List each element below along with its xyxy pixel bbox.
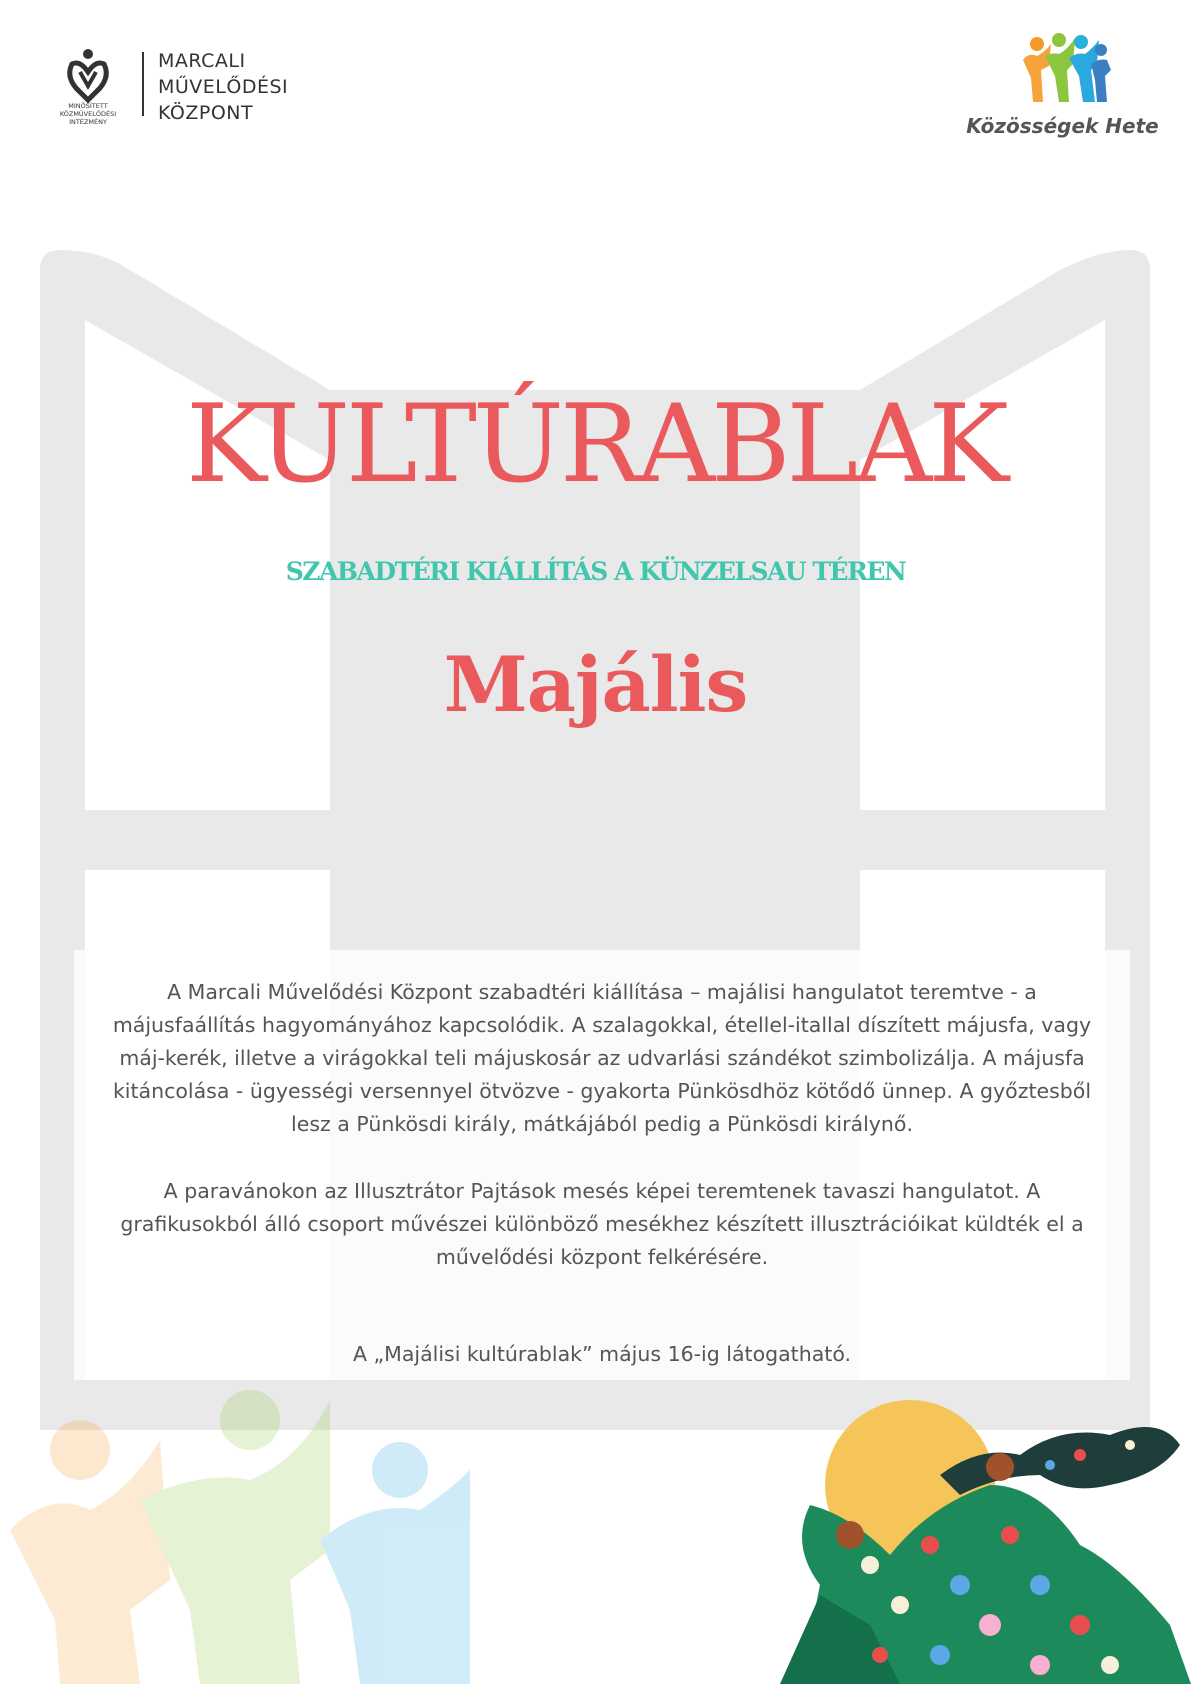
mmk-name-line-3: KÖZPONT	[158, 102, 254, 124]
page-title: KULTÚRABLAK	[186, 382, 1005, 507]
description-paragraph-2: A paravánokon az Illusztrátor Pajtások mesés képei teremtenek tavaszi hangulatot. A grafikusokból álló csoport művészei különböző mesékhez készített illusztrációikat küldték el a művelődési központ felkérésére.	[120, 1179, 1084, 1269]
kozossegek-hete-text: Közösségek Hete	[966, 114, 1159, 138]
description-box	[74, 950, 1130, 1380]
event-title: Majális	[443, 640, 748, 729]
tagline-line-1: MINŐSÍTETT	[68, 102, 108, 110]
mmk-name-line-2: MŰVELŐDÉSI	[158, 76, 289, 98]
page-subtitle: SZABADTÉRI KIÁLLÍTÁS A KÜNZELSAU TÉREN	[285, 557, 906, 586]
kozossegek-hete-logo[interactable]	[955, 30, 1170, 150]
community-people-icon	[1015, 30, 1115, 110]
spring-illustration-icon	[780, 1395, 1191, 1684]
tagline-line-3: INTÉZMÉNY	[69, 118, 107, 126]
mmk-name	[158, 48, 298, 126]
visiting-info: A „Majálisi kultúrablak” május 16-ig látogatható.	[352, 1342, 852, 1366]
mmk-logo[interactable]	[50, 46, 289, 126]
tagline-line-2: KÖZMŰVELŐDÉSI	[59, 110, 117, 118]
logo-divider	[142, 52, 144, 116]
description-paragraph-1: A Marcali Művelődési Központ szabadtéri kiállítása – majálisi hangulatot teremtve - a májusfaállítás hagyományához kapcsolódik. A szalagokkal, étellel-itallal díszített májusfa, vagy máj-kerék, illetve a virágokkal teli májuskosár az udvarlási szándékot szimbolizálja. A májusfa kitáncolása - ügyességi versennyel ötvözve - gyakorta Pünkösdhöz kötődő ünnep. A győztesből lesz a Pünkösdi király, mátkájából pedig a Pünkösdi királynő.	[112, 980, 1092, 1136]
mmk-tagline	[50, 102, 126, 126]
community-people-watermark-icon	[0, 1380, 470, 1684]
mmk-name-line-1: MARCALI	[158, 50, 246, 72]
